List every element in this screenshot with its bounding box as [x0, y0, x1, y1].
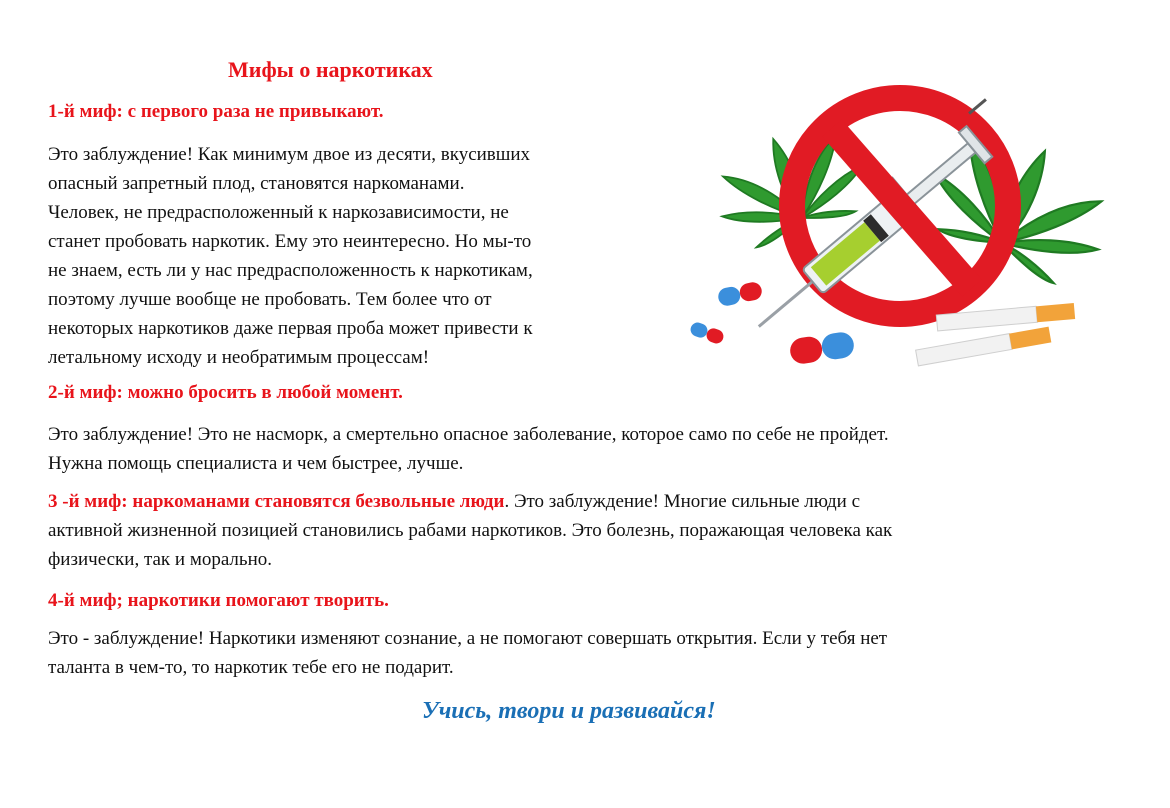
myth-3-text [48, 487, 892, 574]
myth-3-heading: 3 -й миф: наркоманами становятся безвольные люди [48, 491, 505, 512]
text-line: опасный запретный плод, становятся наркоманами. [48, 173, 465, 194]
text-line [48, 487, 892, 516]
text-line: Нужна помощь специалиста и чем быстрее, лучше. [48, 453, 464, 474]
myth-1-text [48, 140, 533, 372]
text-line: станет пробовать наркотик. Ему это неинтересно. Но мы-то [48, 231, 532, 252]
slogan: Учись, твори и развивайся! [422, 698, 716, 724]
myth-4-text [48, 624, 887, 682]
myth-4-heading: 4-й миф; наркотики помогают творить. [48, 590, 389, 611]
text-line: Это заблуждение! Как минимум двое из десяти, вкусивших [48, 144, 531, 165]
text-line: таланта в чем-то, то наркотик тебе его не подарит. [48, 657, 454, 678]
myth-2-heading: 2-й миф: можно бросить в любой момент. [48, 382, 403, 403]
myth-2-text [48, 420, 889, 478]
text-line: Человек, не предрасположенный к наркозависимости, не [48, 202, 509, 223]
text-line: не знаем, есть ли у нас предрасположенность к наркотикам, [48, 260, 533, 281]
text-line: Это - заблуждение! Наркотики изменяют сознание, а не помогают совершать открытия. Если у тебя нет [48, 628, 888, 649]
myth-3-first-line: . Это заблуждение! Многие сильные люди с [504, 491, 861, 512]
text-line: поэтому лучше вообще не пробовать. Тем более что от [48, 289, 492, 310]
myth-1-heading: 1-й миф: с первого раза не привыкают. [48, 101, 384, 122]
text-line: некоторых наркотиков даже первая проба может привести к [48, 318, 533, 339]
text-line: физически, так и морально. [48, 549, 273, 570]
text-line: летальному исходу и необратимым процессам! [48, 347, 430, 368]
page-title: Мифы о наркотиках [228, 57, 433, 82]
text-line: Это заблуждение! Это не насморк, а смертельно опасное заболевание, которое само по себе не пройдет. [48, 424, 889, 445]
no-drugs-sign-icon [682, 58, 1130, 380]
text-line: активной жизненной позицией становились рабами наркотиков. Это болезнь, поражающая человека как [48, 520, 893, 541]
